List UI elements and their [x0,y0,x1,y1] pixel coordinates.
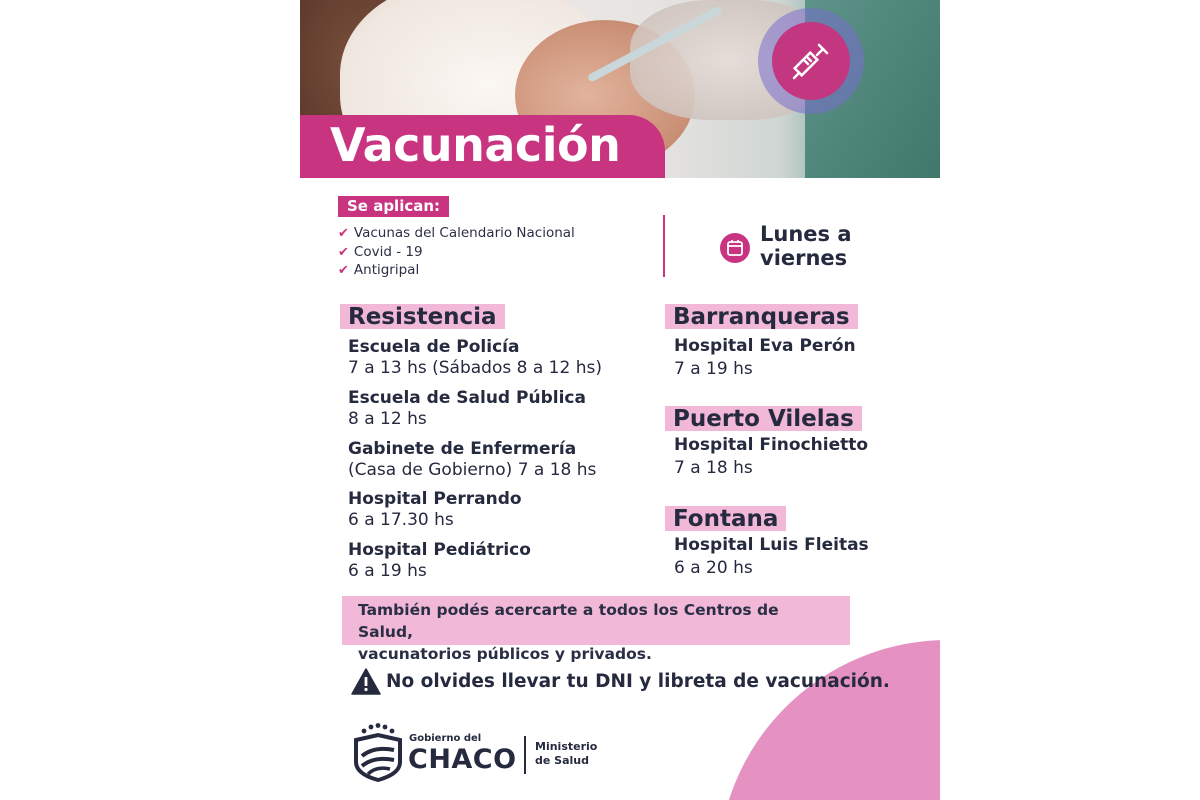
aplican-label: Se aplican: [338,196,449,217]
vaccine-item: Vacunas del Calendario Nacional [353,225,575,241]
logo-ministry-text [535,740,597,768]
list-item [338,243,575,262]
schedule-days [760,222,852,270]
ministry-line: Ministerio [535,740,598,753]
place-name: Hospital Eva Perón [674,336,856,356]
city-puerto-vilelas: Puerto Vilelas [665,406,862,431]
check-icon: ✔ [338,263,349,278]
logo-gobierno-text: Gobierno del [409,733,482,744]
schedule-line: Lunes a [760,222,852,246]
schedule-line: viernes [760,246,848,270]
vaccine-item: Antigripal [353,262,420,278]
place-hours: (Casa de Gobierno) 7 a 18 hs [348,460,597,480]
calendar-icon [720,233,750,263]
chaco-logo-icon [348,722,408,782]
list-item [338,261,575,280]
city-fontana: Fontana [665,506,786,531]
note-line: vacunatorios públicos y privados. [358,645,652,663]
aplican-list [338,224,575,280]
note-line: También podés acercarte a todos los Centros de Salud, [358,601,779,641]
hero-photo [300,0,940,178]
place-hours: 8 a 12 hs [348,409,427,429]
divider [663,215,665,277]
warning-text: No olvides llevar tu DNI y libreta de vacunación. [386,671,890,692]
place-hours: 6 a 20 hs [674,558,753,578]
logo-divider [524,736,526,774]
syringe-icon [772,22,850,100]
list-item [338,224,575,243]
place-name: Escuela de Salud Pública [348,388,586,408]
check-icon: ✔ [338,244,349,260]
place-name: Hospital Luis Fleitas [674,535,869,555]
ministry-line: de Salud [535,754,589,767]
warning-row [351,668,890,695]
place-hours: 7 a 18 hs [674,458,753,478]
vaccination-poster [300,0,940,800]
check-icon: ✔ [338,226,349,241]
page-title: Vacunación [330,118,621,172]
place-name: Escuela de Policía [348,337,520,357]
city-resistencia: Resistencia [340,304,505,329]
place-name: Gabinete de Enfermería [348,439,577,459]
place-name: Hospital Perrando [348,489,522,509]
warning-icon [351,668,381,695]
vaccine-item: Covid - 19 [353,243,423,260]
place-hours: 7 a 13 hs (Sábados 8 a 12 hs) [348,358,602,378]
logo-chaco-text: CHACO [408,744,517,775]
place-name: Hospital Pediátrico [348,540,531,560]
place-hours: 6 a 17.30 hs [348,510,454,530]
place-hours: 7 a 19 hs [674,359,753,379]
place-hours: 6 a 19 hs [348,561,427,581]
place-name: Hospital Finochietto [674,435,869,455]
note-box [342,596,850,663]
city-barranqueras: Barranqueras [665,304,858,329]
